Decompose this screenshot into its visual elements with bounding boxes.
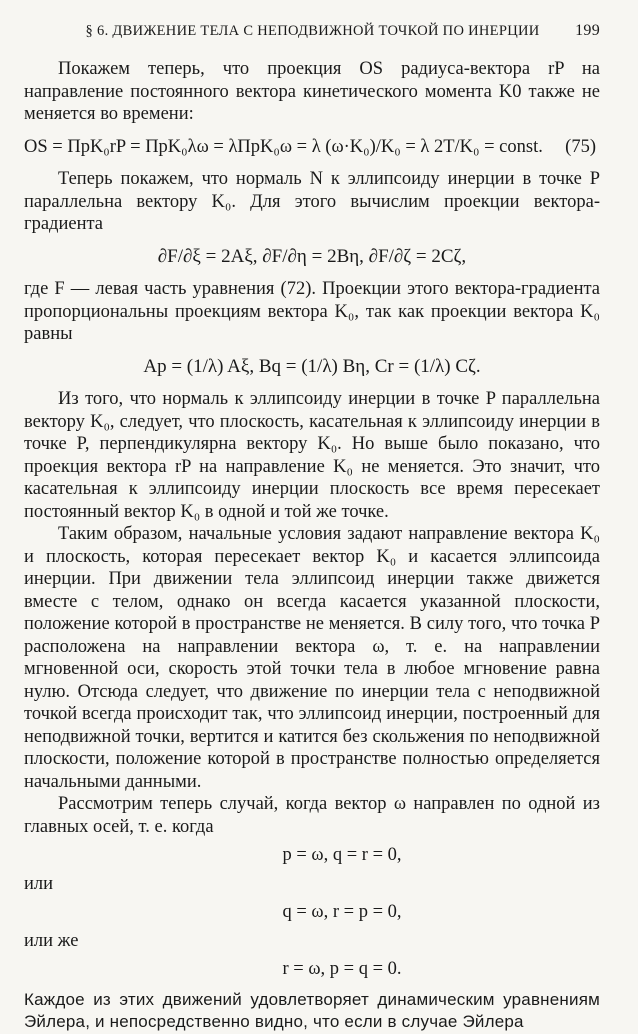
page-body	[24, 58, 600, 1034]
paragraph-conclusion: Таким образом, начальные условия задают направление вектора K₀ и плоскость, которая пересекает вектор K₀ и касается эллипсоида инерции. При движении тела эллипсоид инерции также движется вместе с телом, однако он всегда касается указанной плоскости, положение которой в пространстве не меняется. В силу того, что точка P расположена на направлении вектора ω, т. е. на направлении мгновенной оси, скорость этой точки тела в любое мгновение равна нулю. Отсюда следует, что движение по инерции тела с неподвижной точкой всегда происходит так, что эллипсоид инерции, построенный для неподвижной точки, вертится и катится без скольжения по неподвижной плоскости, положение которой в пространстве полностью определяется начальными данными.	[24, 524, 600, 792]
paragraph-normal: Теперь покажем, что нормаль N к эллипсоиду инерции в точке P параллельна вектору K₀. Для этого вычислим проекции вектора-градиента	[24, 169, 600, 234]
paragraph-principal-axis: Рассмотрим теперь случай, когда вектор ω направлен по одной из главных осей, т. е. когда	[24, 794, 600, 837]
condition-1: p = ω, q = r = 0,	[282, 845, 402, 865]
condition-2: q = ω, r = p = 0,	[282, 902, 402, 922]
condition-3: r = ω, p = q = 0.	[282, 959, 402, 979]
paragraph-euler: Каждое из этих движений удовлетворяет динамическим уравнениям Эйлера, и непосредственно видно, что если в случае Эйлера	[24, 989, 600, 1031]
paragraph-tangent-plane: Из того, что нормаль к эллипсоиду инерции в точке P параллельна вектору K₀, следует, что плоскость, касательная к эллипсоиду инерции в точке P, перпендикулярна вектору K₀. Но выше было показано, что проекция вектора rP на направление K₀ не меняется. Это значит, что касательная к эллипсоиду инерции плоскость все время пересекает постоянный вектор K₀ в одной и той же точке.	[24, 389, 600, 522]
equation-75-body: OS = ПрK₀rP = ПрK₀λω = λПрK₀ω = λ (ω·K₀)/K₀ = λ 2T/K₀ = const.	[24, 136, 543, 157]
equation-projections: Ap = (1/λ) Aξ, Bq = (1/λ) Bη, Cr = (1/λ) Cζ.	[143, 355, 481, 377]
equation-gradient: ∂F/∂ξ = 2Aξ, ∂F/∂η = 2Bη, ∂F/∂ζ = 2Cζ,	[157, 245, 467, 267]
paragraph-where-f: где F — левая часть уравнения (72). Проекции этого вектора-градиента пропорциональны проекциям вектора K₀, так как проекции вектора K₀ равны	[24, 279, 600, 344]
page-number: 199	[575, 22, 600, 39]
paragraph-projection: Покажем теперь, что проекция OS радиуса-вектора rP на направление постоянного вектора кинетического момента K0 также не меняется во времени:	[24, 59, 600, 124]
equation-75-number: (75)	[565, 136, 596, 157]
running-title: § 6. ДВИЖЕНИЕ ТЕЛА С НЕПОДВИЖНОЙ ТОЧКОЙ ПО ИНЕРЦИИ	[85, 23, 540, 39]
equation-75	[24, 136, 600, 159]
running-header	[50, 22, 600, 40]
or-label-2: или же	[24, 930, 79, 951]
or-label-1: или	[24, 873, 54, 894]
